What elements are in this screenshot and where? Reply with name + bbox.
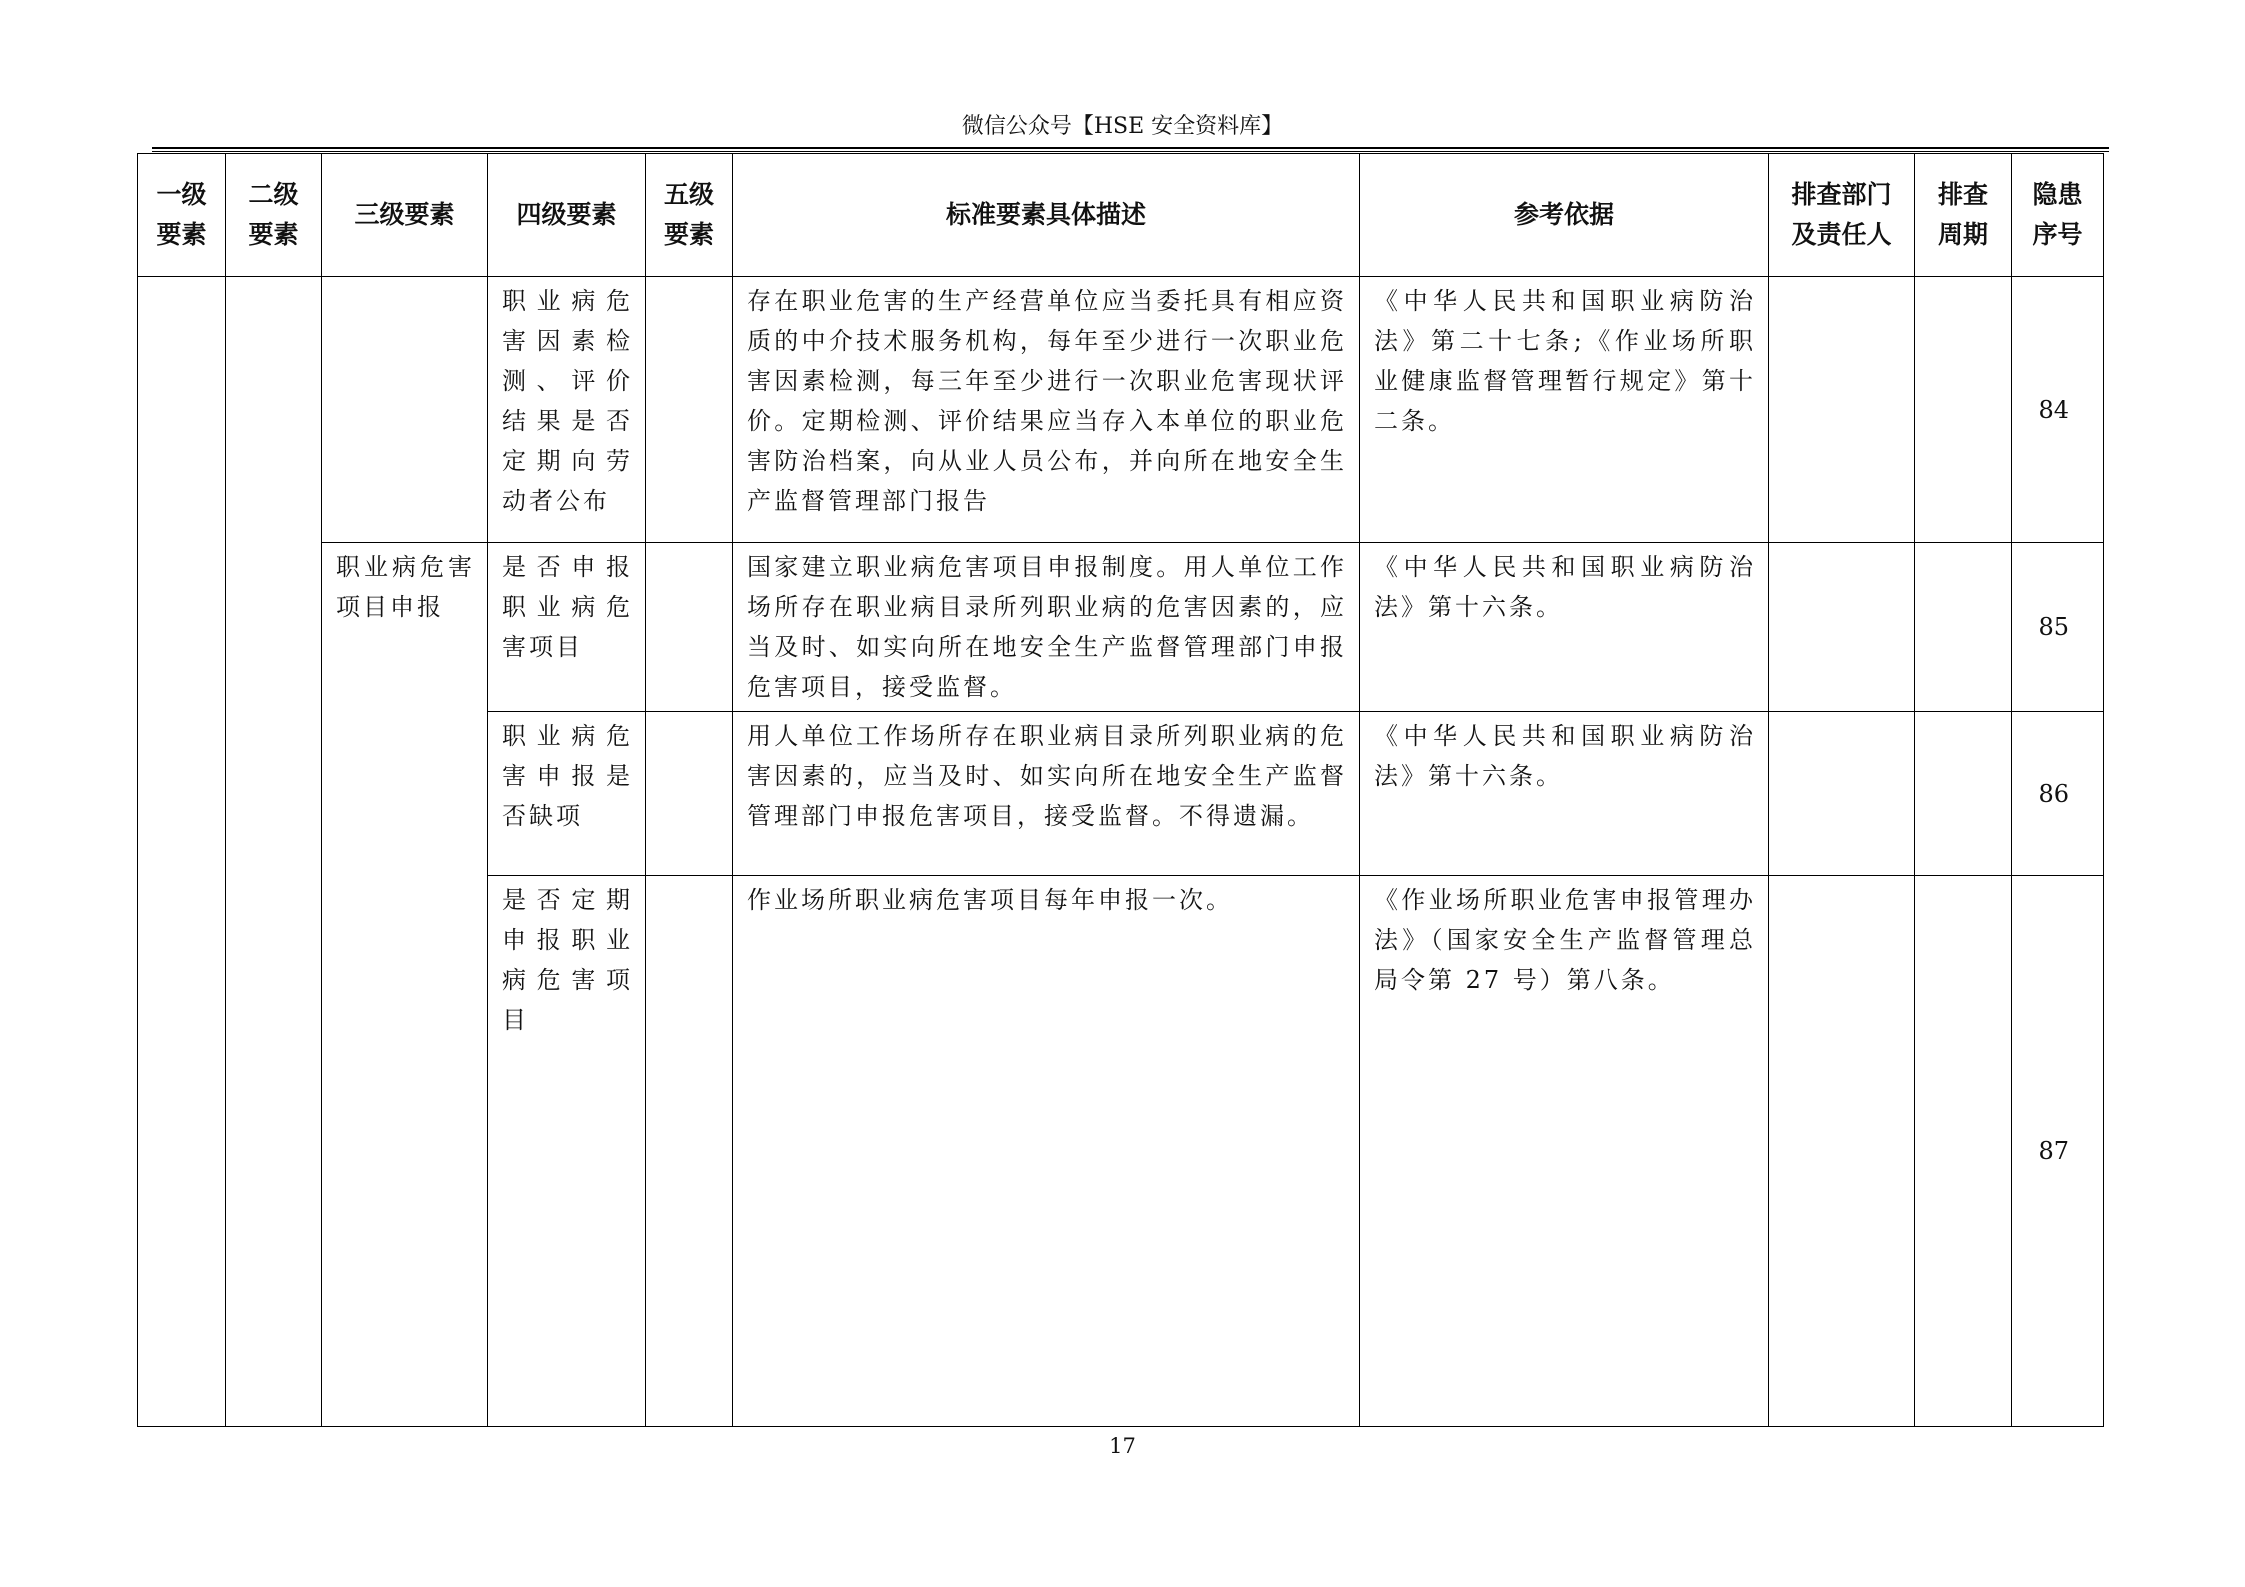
cycle-cell [1915,543,2012,712]
col-header-level1-text: 一级 要素 [156,180,207,249]
reference-text: 《中华人民共和国职业病防治法》第十六条。 [1374,722,1756,790]
level3-text: 职业病危害项目申报 [336,553,475,621]
col-header-level3 [322,154,488,277]
level1-cell [138,277,226,1427]
page-header: 微信公众号【HSE 安全资料库】 [961,114,1284,139]
number-cell: 85 [2012,543,2104,712]
table-header-row [138,154,2104,277]
col-header-level4-text: 四级要素 [516,200,617,229]
col-header-number-text: 隐患 序号 [2032,180,2083,249]
col-header-description-text: 标准要素具体描述 [945,200,1146,229]
level3-cell [322,543,488,1427]
department-cell [1769,712,1915,876]
col-header-reference [1360,154,1769,277]
header-rule-thin [152,151,2109,152]
reference-text: 《中华人民共和国职业病防治法》第十六条。 [1374,553,1756,621]
reference-cell [1360,876,1769,1427]
level2-cell [226,277,322,1427]
number-cell: 87 [2012,876,2104,1427]
level4-text: 职业病危害因素检测、评价结果是否定期向劳动者公布 [502,287,633,515]
col-header-description [733,154,1360,277]
table-row [138,277,2104,543]
reference-text: 《作业场所职业危害申报管理办法》（国家安全生产监督管理总局令第 27 号）第八条。 [1374,886,1756,994]
page-number: 17 [1109,1434,1136,1458]
number-cell: 84 [2012,277,2104,543]
department-cell [1769,543,1915,712]
reference-cell [1360,277,1769,543]
level4-cell [488,712,646,876]
level4-cell [488,277,646,543]
description-text: 存在职业危害的生产经营单位应当委托具有相应资质的中介技术服务机构，每年至少进行一次职业危害因素检测，每三年至少进行一次职业危害现状评价。定期检测、评价结果应当存入本单位的职业危害防治档案，向从业人员公布，并向所在地安全生产监督管理部门报告 [747,287,1347,515]
col-header-level5-text: 五级 要素 [663,180,714,249]
col-header-cycle-text: 排查 周期 [1937,180,1988,249]
number-cell: 86 [2012,712,2104,876]
cycle-cell [1915,277,2012,543]
col-header-department [1769,154,1915,277]
department-cell [1769,876,1915,1427]
description-text: 国家建立职业病危害项目申报制度。用人单位工作场所存在职业病目录所列职业病的危害因素的，应当及时、如实向所在地安全生产监督管理部门申报危害项目，接受监督。 [747,553,1347,701]
hazard-checklist-table [137,153,2104,1427]
reference-text: 《中华人民共和国职业病防治法》第二十七条;《作业场所职业健康监督管理暂行规定》第十二条。 [1374,287,1756,435]
col-header-level5 [646,154,733,277]
reference-cell [1360,712,1769,876]
level5-cell [646,712,733,876]
col-header-level2 [226,154,322,277]
level5-cell [646,876,733,1427]
level4-text: 是否申报职业病危害项目 [502,553,633,661]
header-rule [152,147,2109,149]
level5-cell [646,543,733,712]
department-cell [1769,277,1915,543]
description-cell [733,277,1360,543]
level5-cell [646,277,733,543]
level4-text: 职业病危害申报是否缺项 [502,722,633,830]
description-cell [733,543,1360,712]
level4-text: 是否定期申报职业病危害项目 [502,886,633,1034]
col-header-level2-text: 二级 要素 [248,180,299,249]
level3-cell [322,277,488,543]
description-cell [733,876,1360,1427]
col-header-number [2012,154,2104,277]
cycle-cell [1915,712,2012,876]
col-header-cycle [1915,154,2012,277]
description-cell [733,712,1360,876]
description-text: 用人单位工作场所存在职业病目录所列职业病的危害因素的，应当及时、如实向所在地安全生产监督管理部门申报危害项目，接受监督。不得遗漏。 [747,722,1347,830]
col-header-level4 [488,154,646,277]
col-header-level3-text: 三级要素 [354,200,455,229]
cycle-cell [1915,876,2012,1427]
reference-cell [1360,543,1769,712]
level4-cell [488,543,646,712]
description-text: 作业场所职业病危害项目每年申报一次。 [747,886,1233,914]
level4-cell [488,876,646,1427]
col-header-department-text: 排查部门 及责任人 [1791,180,1892,249]
col-header-reference-text: 参考依据 [1513,200,1614,229]
table-row [138,543,2104,712]
col-header-level1 [138,154,226,277]
